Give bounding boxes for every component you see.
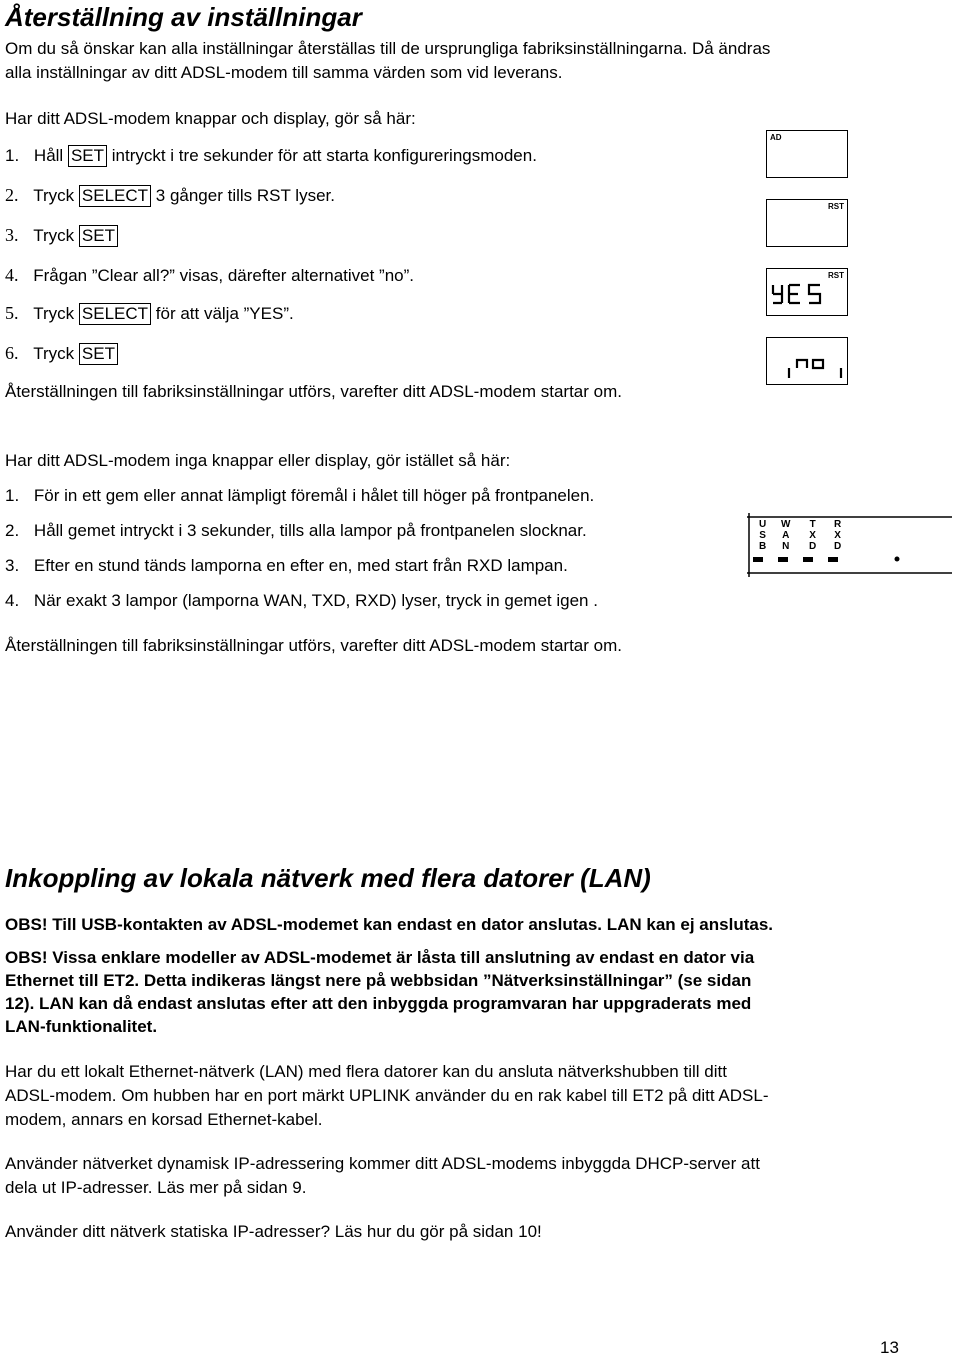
led-usb: U S B bbox=[759, 519, 767, 552]
step-1 bbox=[5, 144, 537, 167]
step-4 bbox=[5, 264, 414, 287]
step-number: 2. bbox=[5, 521, 20, 540]
step-3 bbox=[5, 224, 118, 247]
select-key-label: SELECT bbox=[79, 185, 151, 207]
section-title-reset: Återställning av inställningar bbox=[5, 2, 362, 32]
step-text: Efter en stund tänds lamporna en efter en, med start från RXD lampan. bbox=[33, 556, 568, 575]
step-number: 3. bbox=[5, 556, 20, 575]
step-text: Frågan ”Clear all?” visas, därefter alternativet ”no”. bbox=[33, 266, 414, 285]
step-text: Tryck bbox=[33, 344, 75, 363]
intro-line-1: Om du så önskar kan alla inställningar återställas till de ursprungliga fabriksinställningarna. Då ändras bbox=[5, 39, 771, 58]
step-text: När exakt 3 lampor (lamporna WAN, TXD, RXD) lyser, tryck in gemet igen . bbox=[33, 591, 598, 610]
alt-step-4 bbox=[5, 589, 598, 612]
result-text-2: Återställningen till fabriksinställningar utförs, varefter ditt ADSL-modem startar om. bbox=[5, 636, 622, 655]
set-key-label: SET bbox=[79, 343, 118, 365]
alt-step-2 bbox=[5, 519, 587, 542]
step-5 bbox=[5, 302, 294, 325]
intro-line-2: alla inställningar av ditt ADSL-modem till samma värden som vid leverans. bbox=[5, 63, 563, 82]
step-number: 5. bbox=[5, 303, 19, 323]
step-number: 2. bbox=[5, 185, 19, 205]
result-text: Återställningen till fabriksinställningar utförs, varefter ditt ADSL-modem startar om. bbox=[5, 382, 622, 401]
display-tag: AD bbox=[770, 133, 782, 142]
display-rst bbox=[766, 199, 848, 247]
set-key-label: SET bbox=[79, 225, 118, 247]
led-txd: T X D bbox=[809, 519, 817, 552]
step-text: för att välja ”YES”. bbox=[155, 304, 294, 323]
step-text: För in ett gem eller annat lämpligt föremål i hålet till höger på frontpanelen. bbox=[33, 486, 595, 505]
step-number: 1. bbox=[5, 146, 20, 165]
front-panel-illustration bbox=[747, 513, 952, 577]
step-number: 4. bbox=[5, 265, 19, 285]
obs-note-2-line-1: OBS! Vissa enklare modeller av ADSL-modemet är låsta till anslutning av endast en dator via bbox=[5, 948, 755, 967]
segment-yes-icon bbox=[767, 269, 847, 315]
step-text: intryckt i tre sekunder för att starta konfigureringsmoden. bbox=[111, 146, 537, 165]
step-text: Håll bbox=[33, 146, 64, 165]
alt-step-1 bbox=[5, 484, 594, 507]
select-key-label: SELECT bbox=[79, 303, 151, 325]
step-number: 6. bbox=[5, 343, 19, 363]
step-text: Tryck bbox=[33, 304, 75, 323]
display-yes bbox=[766, 268, 848, 316]
obs-note-2-line-2: Ethernet till ET2. Detta indikeras längst nere på webbsidan ”Nätverksinställningar” (se sidan bbox=[5, 971, 752, 990]
segment-no-icon bbox=[767, 338, 847, 384]
no-buttons-heading: Har ditt ADSL-modem inga knappar eller display, gör istället så här: bbox=[5, 451, 511, 470]
step-text: Tryck bbox=[33, 186, 75, 205]
led-rxd: R X D bbox=[834, 519, 842, 552]
set-key-label: SET bbox=[68, 145, 107, 167]
step-number: 1. bbox=[5, 486, 20, 505]
display-tag: RST bbox=[828, 271, 844, 280]
obs-note-1: OBS! Till USB-kontakten av ADSL-modemet kan endast en dator anslutas. LAN kan ej anslutas. bbox=[5, 915, 774, 934]
with-buttons-heading: Har ditt ADSL-modem knappar och display, gör så här: bbox=[5, 109, 416, 128]
lan-paragraph-line-2: ADSL-modem. Om hubben har en port märkt UPLINK använder du en rak kabel till ET2 på ditt ADSL- bbox=[5, 1086, 769, 1105]
step-number: 4. bbox=[5, 591, 20, 610]
dhcp-paragraph-line-1: Använder nätverket dynamisk IP-adressering kommer ditt ADSL-modems inbyggda DHCP-server att bbox=[5, 1154, 760, 1173]
dhcp-paragraph-line-2: dela ut IP-adresser. Läs mer på sidan 9. bbox=[5, 1178, 307, 1197]
section-title-lan: Inkoppling av lokala nätverk med flera datorer (LAN) bbox=[5, 863, 651, 893]
led-wan: W A N bbox=[781, 519, 791, 552]
step-text: 3 gånger tills RST lyser. bbox=[155, 186, 335, 205]
step-text: Tryck bbox=[33, 226, 75, 245]
step-2 bbox=[5, 184, 335, 207]
display-ad bbox=[766, 130, 848, 178]
display-tag: RST bbox=[828, 202, 844, 211]
lan-paragraph-line-1: Har du ett lokalt Ethernet-nätverk (LAN) med flera datorer kan du ansluta nätverkshubben till ditt bbox=[5, 1062, 727, 1081]
static-ip-paragraph: Använder ditt nätverk statiska IP-adresser? Läs hur du gör på sidan 10! bbox=[5, 1222, 542, 1241]
front-panel-outline-icon bbox=[747, 513, 952, 577]
page-number: 13 bbox=[880, 1338, 899, 1357]
lan-paragraph-line-3: modem, annars en korsad Ethernet-kabel. bbox=[5, 1110, 323, 1129]
alt-step-3 bbox=[5, 554, 568, 577]
obs-note-2-line-3: 12). LAN kan då endast anslutas efter att den inbyggda programvaran har uppgraderats med bbox=[5, 994, 752, 1013]
step-number: 3. bbox=[5, 225, 19, 245]
display-no bbox=[766, 337, 848, 385]
obs-note-2-line-4: LAN-funktionalitet. bbox=[5, 1017, 158, 1036]
step-text: Håll gemet intryckt i 3 sekunder, tills alla lampor på frontpanelen slocknar. bbox=[33, 521, 587, 540]
step-6 bbox=[5, 342, 118, 365]
